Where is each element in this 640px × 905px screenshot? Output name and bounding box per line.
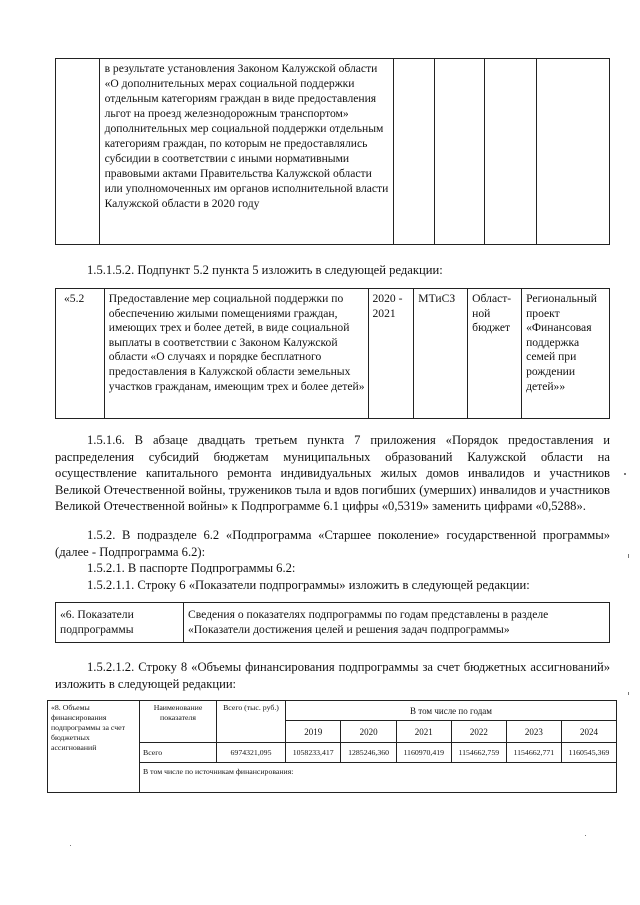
item-years-cell (368, 289, 414, 419)
item-description-cell (104, 289, 368, 419)
year-value-cell (341, 743, 396, 763)
empty-cell (485, 59, 537, 245)
year-header-cell (561, 721, 616, 743)
year-header-cell (396, 721, 451, 743)
indicators-label-cell (56, 603, 184, 643)
item-number: «5.2 (64, 292, 85, 305)
item-5-2-table (55, 288, 610, 419)
year-header-cell (341, 721, 396, 743)
total-value: 6974321,095 (230, 747, 272, 757)
item-project: Региональный проект «Финансовая поддержка семей при рождении детей»» (526, 292, 597, 393)
year-value: 1160970,419 (403, 747, 445, 757)
year-header: 2023 (524, 726, 543, 737)
continuation-table (55, 58, 610, 245)
empty-cell (394, 59, 435, 245)
scan-speck (628, 554, 629, 558)
year-header: 2022 (469, 726, 488, 737)
item-budget-cell (468, 289, 522, 419)
indicators-label: «6. Показатели подпрограммы (60, 608, 134, 636)
item-executor-cell (414, 289, 468, 419)
total-value-cell (217, 743, 286, 763)
year-value: 1154662,771 (513, 747, 555, 757)
empty-cell (56, 59, 100, 245)
year-header: 2021 (414, 726, 433, 737)
year-value-cell (286, 743, 341, 763)
header-years-cell (286, 701, 617, 721)
financing-table (47, 700, 617, 793)
header-name-cell (140, 701, 217, 743)
year-header-cell (506, 721, 561, 743)
paragraph-1-5-2: 1.5.2. В подразделе 6.2 «Подпрограмма «Старшее поколение» государственной программы» (далее - Подпрограмма 6.2): (55, 528, 610, 559)
total-row-label: Всего (143, 747, 163, 757)
sources-cell (140, 763, 617, 793)
year-value-cell (451, 743, 506, 763)
year-value: 1154662,759 (458, 747, 500, 757)
item-executor: МТиСЗ (418, 292, 456, 305)
scan-speck (585, 835, 586, 836)
year-value: 1160545,369 (568, 747, 610, 757)
total-row-label-cell (140, 743, 217, 763)
paragraph-1-5-2-1: 1.5.2.1. В паспорте Подпрограммы 6.2: (87, 561, 296, 575)
empty-cell (537, 59, 610, 245)
financing-label: «8. Объемы финансирования подпрограммы за счет бюджетных ассигнований (51, 703, 125, 752)
year-header: 2024 (579, 726, 598, 737)
year-value: 1058233,417 (292, 747, 334, 757)
header-indicator-name: Наименование показателя (153, 703, 203, 722)
paragraph-1-5-2-1-1: 1.5.2.1.1. Строку 6 «Показатели подпрограммы» изложить в следующей редакции: (87, 578, 530, 592)
year-value: 1285246,360 (348, 747, 390, 757)
item-number-cell (56, 289, 105, 419)
year-header-cell (451, 721, 506, 743)
paragraph-1-5-1-6: 1.5.1.6. В абзаце двадцать третьем пункта 7 приложения «Порядок предоставления и распределения субсидий бюджетам муниципальных образований Калужской области на осуществление капитального ремонта индивидуальных жилых домов инвалидов и участников Великой Отечественной войны, тружеников тыла и вдов погибших (умерших) инвалидов и участников Великой Отечественной войны» к Подпрограмме 6.1 цифры «0,5319» заменить цифрами «0,5288». (55, 433, 610, 514)
measure-description-text: в результате установления Законом Калужской области «О дополнительных мерах социальной поддержки отдельным категориям граждан в виде предоставления льгот на проезд железнодорожным транспортом» дополнительных мер социальной поддержки отдельным категориям граждан, по которым не предоставлялись субсидии в соответствии с иными нормативными правовыми актами Правительства Калужской области или уполномоченных им органов исполнительной власти Калужской области в 2020 году (104, 62, 389, 210)
scan-speck (628, 692, 629, 695)
year-value-cell (506, 743, 561, 763)
header-total: Всего (тыс. руб.) (223, 703, 279, 712)
indicators-table (55, 602, 610, 643)
empty-cell (434, 59, 484, 245)
year-header-cell (286, 721, 341, 743)
paragraph-1-5-1-5-2: 1.5.1.5.2. Подпункт 5.2 пункта 5 изложить в следующей редакции: (87, 263, 443, 277)
sources-label: В том числе по источникам финансирования: (143, 767, 294, 776)
indicators-text: Сведения о показателях подпрограммы по годам представлены в разделе «Показатели достижения целей и решения задач подпрограммы» (188, 608, 549, 636)
item-years: 2020 - 2021 (372, 292, 403, 320)
indicators-text-cell (184, 603, 610, 643)
item-description: Предоставление мер социальной поддержки по обеспечению жилыми помещениями граждан, имеющих трех и более детей, в виде социальной выплаты в соответствии с Законом Калужской области «О случаях и порядке бесплатного предоставления в Калужской области земельных участков гражданам, имеющим трех и более детей» (108, 292, 365, 393)
year-value-cell (561, 743, 616, 763)
year-header: 2019 (304, 726, 323, 737)
item-budget: Област-ной бюджет (472, 292, 512, 335)
header-years-label: В том числе по годам (410, 705, 492, 716)
year-value-cell (396, 743, 451, 763)
scan-speck (624, 473, 626, 475)
financing-label-cell (48, 701, 140, 793)
paragraph-1-5-2-1-2: 1.5.2.1.2. Строку 8 «Объемы финансирования подпрограммы за счет бюджетных ассигнований» изложить в следующей редакции: (55, 660, 610, 691)
item-project-cell (522, 289, 610, 419)
year-header: 2020 (359, 726, 378, 737)
header-total-cell (217, 701, 286, 743)
scan-speck (70, 845, 71, 846)
measure-description-cell (99, 59, 394, 245)
